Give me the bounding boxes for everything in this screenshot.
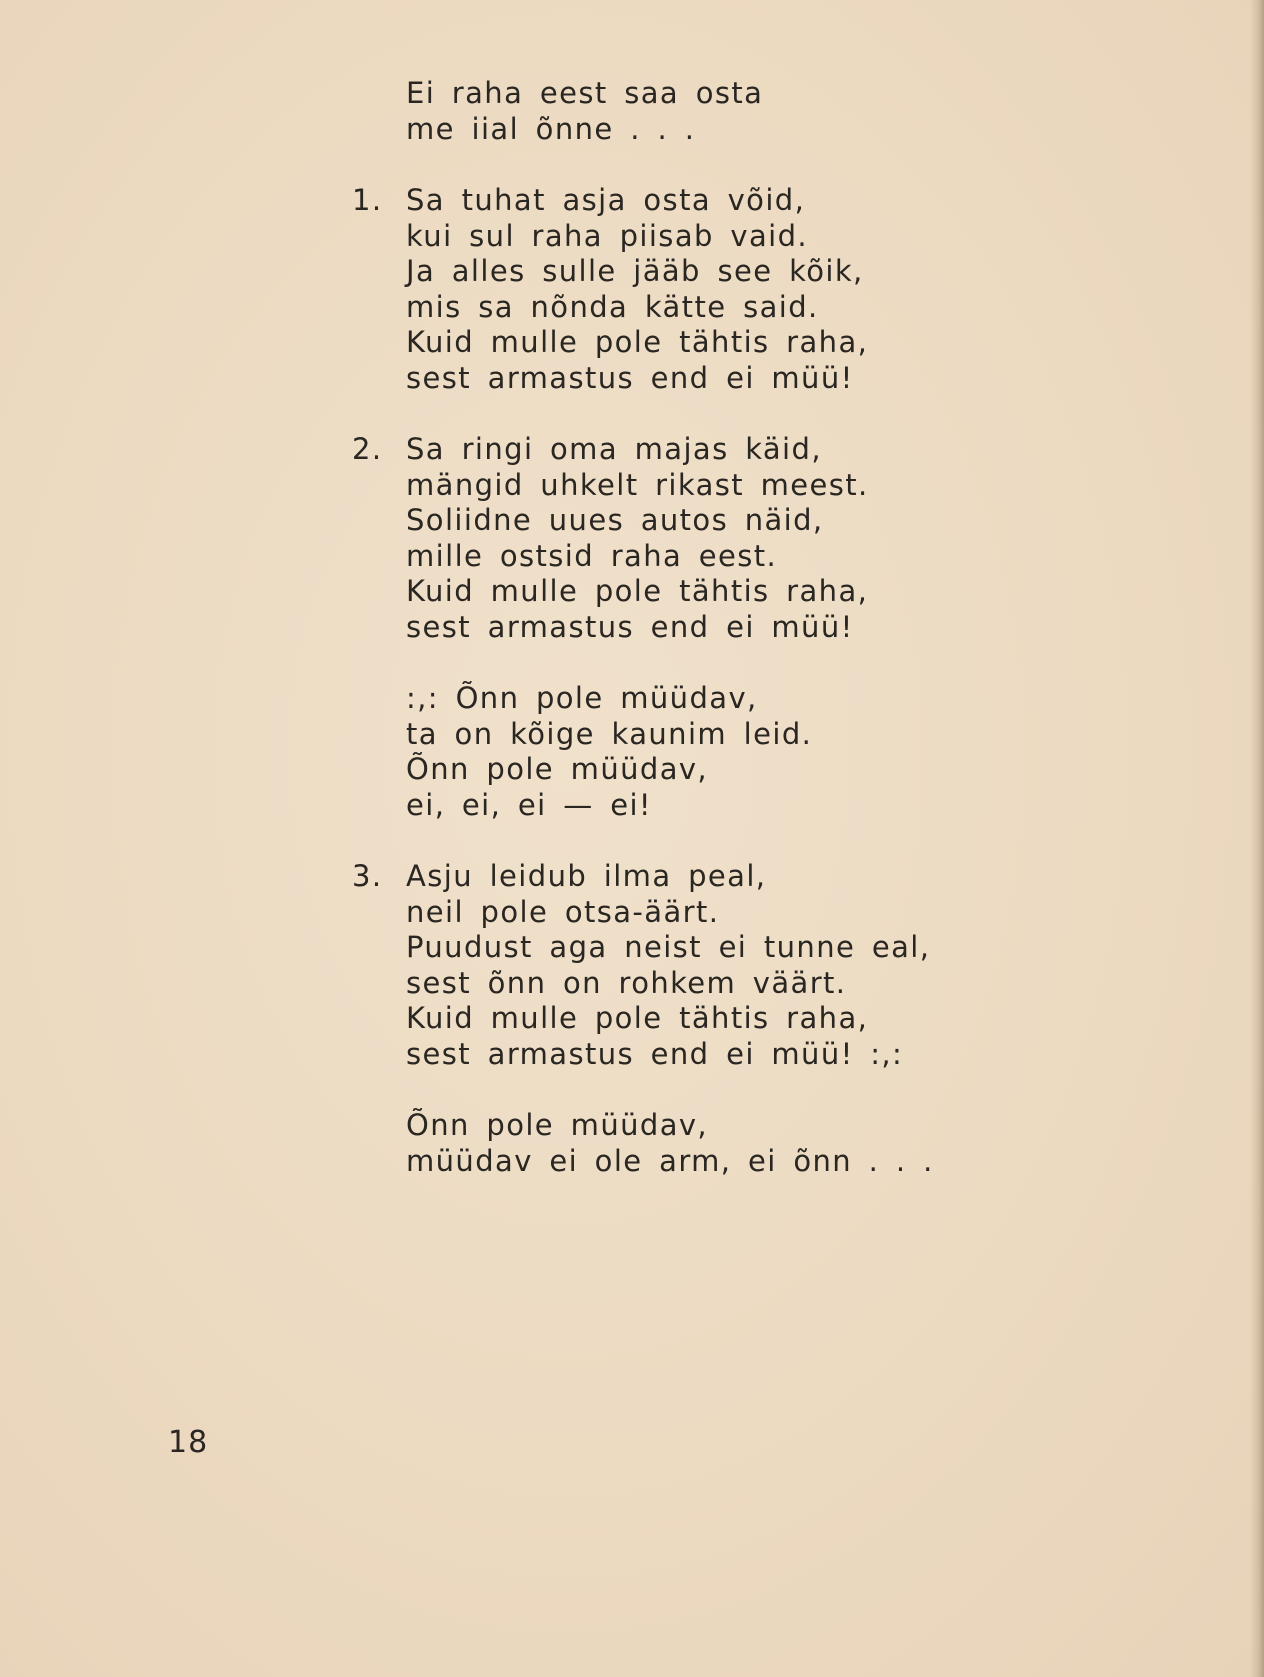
lyric-line: Ja alles sulle jääb see kõik,	[406, 254, 864, 288]
refrain	[352, 681, 972, 823]
outro-stanza	[352, 1108, 972, 1179]
lyric-line: :,: Õnn pole müüdav,	[406, 681, 758, 715]
page-number: 18	[168, 1425, 209, 1460]
intro-stanza	[352, 76, 972, 147]
lyric-line: kui sul raha piisab vaid.	[406, 218, 809, 253]
lyric-line: sest õnn on rohkem väärt.	[406, 965, 847, 1000]
lyric-line: Kuid mulle pole tähtis raha,	[406, 1001, 869, 1035]
lyric-line: müüdav ei ole arm, ei õnn . . .	[406, 1143, 934, 1178]
lyric-line: sest armastus end ei müü!	[406, 609, 854, 644]
lyric-text: Asju leidub ilma peal,	[406, 859, 767, 893]
song-lyrics	[352, 76, 972, 1215]
lyric-line: Kuid mulle pole tähtis raha,	[406, 574, 869, 608]
verse-number: 2.	[352, 432, 383, 466]
lyric-line: mis sa nõnda kätte said.	[406, 289, 819, 324]
lyric-line: neil pole otsa-äärt.	[406, 894, 720, 929]
verse-number: 1.	[352, 183, 383, 217]
lyric-line: Õnn pole müüdav,	[406, 752, 709, 786]
lyric-line	[352, 859, 972, 895]
lyric-line	[352, 183, 972, 219]
lyric-line: ta on kõige kaunim leid.	[406, 716, 813, 751]
lyric-line: Kuid mulle pole tähtis raha,	[406, 325, 869, 359]
lyric-line: Soliidne uues autos näid,	[406, 503, 824, 537]
lyric-line: ei, ei, ei — ei!	[406, 787, 652, 822]
verse-number: 3.	[352, 859, 383, 893]
verse-3	[352, 859, 972, 1072]
lyric-line: mille ostsid raha eest.	[406, 538, 778, 573]
lyric-line: me iial õnne . . .	[406, 111, 696, 146]
lyric-text: Sa ringi oma majas käid,	[406, 432, 822, 466]
lyric-line: sest armastus end ei müü!	[406, 360, 854, 395]
lyric-text: Sa tuhat asja osta võid,	[406, 183, 806, 217]
verse-1	[352, 183, 972, 396]
lyric-line: mängid uhkelt rikast meest.	[406, 467, 869, 502]
verse-2	[352, 432, 972, 645]
lyric-line: sest armastus end ei müü! :,:	[406, 1036, 904, 1071]
lyric-line	[352, 432, 972, 468]
lyric-line: Ei raha eest saa osta	[406, 76, 764, 110]
lyric-line: Puudust aga neist ei tunne eal,	[406, 930, 931, 964]
page-edge-shadow	[1250, 0, 1264, 1677]
lyric-line: Õnn pole müüdav,	[406, 1108, 709, 1142]
